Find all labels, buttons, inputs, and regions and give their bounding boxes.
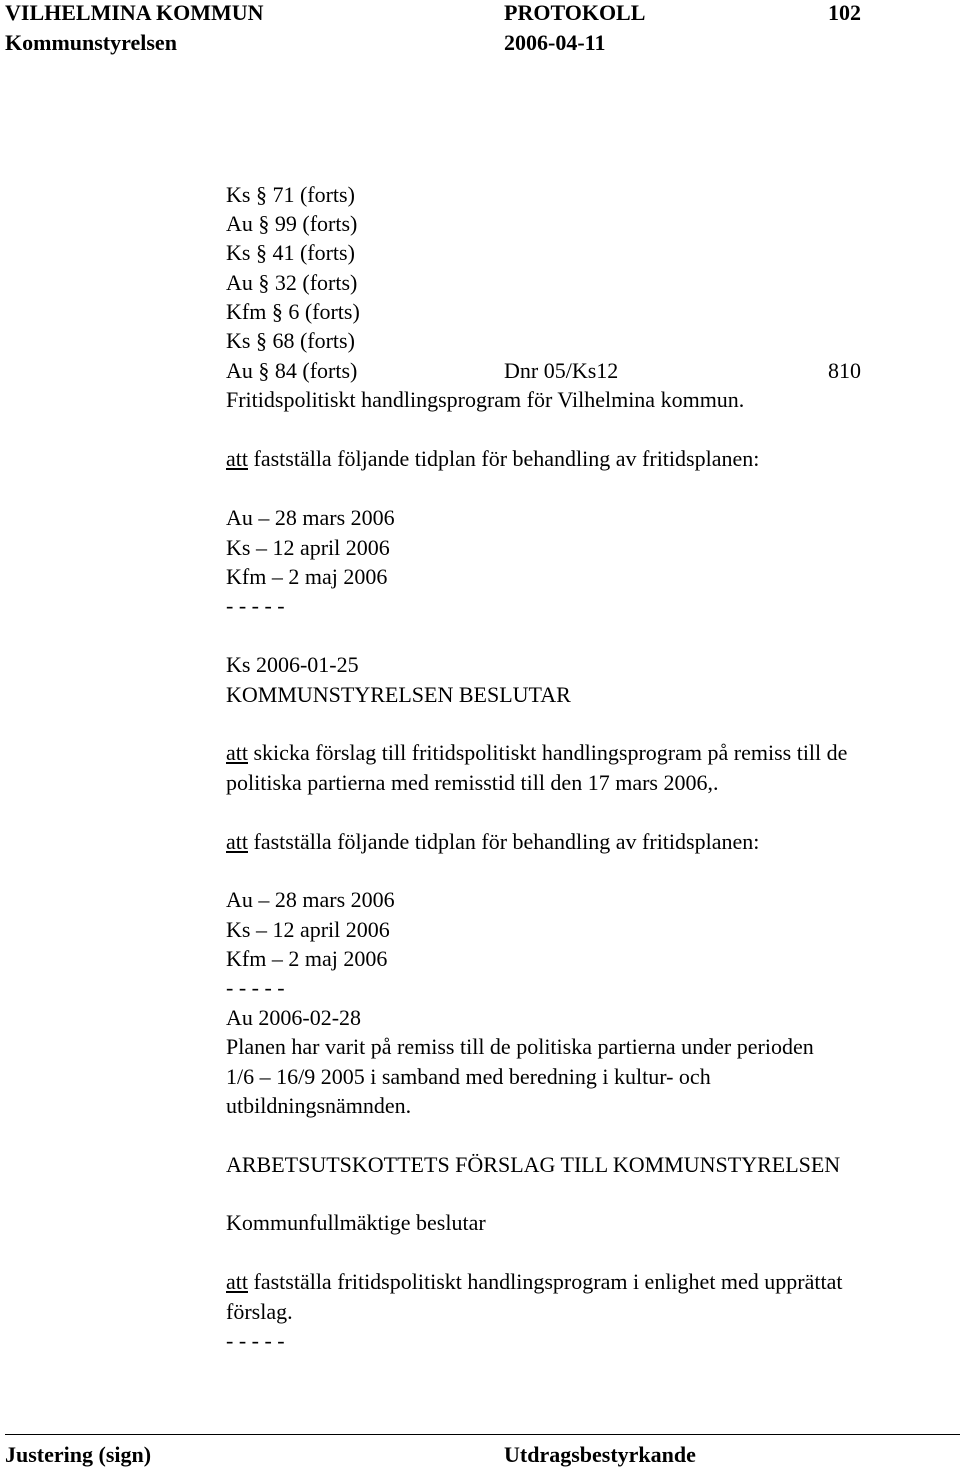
separator: - - - - - — [226, 593, 285, 618]
reference-line-dnr — [226, 358, 926, 384]
separator: - - - - - — [226, 975, 285, 1000]
document-type: PROTOKOLL — [504, 0, 646, 25]
final-decision — [226, 1269, 843, 1295]
decision-text — [226, 740, 847, 766]
att-word: att — [226, 740, 248, 765]
body-name: Kommunstyrelsen — [5, 30, 177, 55]
decision-text-line: skicka förslag till fritidspolitiskt handlingsprogram på remiss till de — [248, 740, 848, 765]
body-text-line: 1/6 – 16/9 2005 i samband med beredning i kultur- och — [226, 1064, 711, 1089]
reference-line: Au § 99 (forts) — [226, 211, 358, 236]
footer-divider — [5, 1434, 960, 1435]
schedule-intro — [226, 829, 759, 855]
archive-code: 810 — [828, 358, 861, 383]
att-word: att — [226, 446, 248, 471]
schedule-intro-text: fastställa följande tidplan för behandling av fritidsplanen: — [248, 446, 760, 471]
body-text-line: utbildningsnämnden. — [226, 1093, 412, 1118]
schedule-intro — [226, 446, 759, 472]
page-number: 102 — [828, 0, 861, 25]
schedule-item: Kfm – 2 maj 2006 — [226, 564, 388, 589]
protocol-date: 2006-04-11 — [504, 30, 606, 55]
reference-line: Kfm § 6 (forts) — [226, 299, 360, 324]
proposal-heading: ARBETSUTSKOTTETS FÖRSLAG TILL KOMMUNSTYRELSEN — [226, 1152, 841, 1177]
final-decision-line: förslag. — [226, 1299, 293, 1324]
council-decides: Kommunfullmäktige beslutar — [226, 1210, 486, 1235]
reference-line: Ks § 41 (forts) — [226, 240, 355, 265]
schedule-item: Au – 28 mars 2006 — [226, 887, 395, 912]
schedule-item: Kfm – 2 maj 2006 — [226, 946, 388, 971]
schedule-item: Au – 28 mars 2006 — [226, 505, 395, 530]
reference-line: Au § 32 (forts) — [226, 270, 358, 295]
reference-line: Ks § 68 (forts) — [226, 328, 355, 353]
footer-certification-label: Utdragsbestyrkande — [504, 1442, 696, 1467]
dnr-number: Dnr 05/Ks12 — [504, 358, 619, 383]
schedule-intro-text: fastställa följande tidplan för behandling av fritidsplanen: — [248, 829, 760, 854]
schedule-item: Ks – 12 april 2006 — [226, 917, 390, 942]
separator: - - - - - — [226, 1328, 285, 1353]
reference-line: Ks § 71 (forts) — [226, 182, 355, 207]
final-decision-line: fastställa fritidspolitiskt handlingsprogram i enlighet med upprättat — [248, 1269, 843, 1294]
decision-heading: KOMMUNSTYRELSEN BESLUTAR — [226, 682, 571, 707]
meeting-date: Ks 2006-01-25 — [226, 652, 359, 677]
att-word: att — [226, 1269, 248, 1294]
schedule-item: Ks – 12 april 2006 — [226, 535, 390, 560]
subject-title: Fritidspolitiskt handlingsprogram för Vilhelmina kommun. — [226, 387, 745, 412]
meeting-date: Au 2006-02-28 — [226, 1005, 362, 1030]
body-text-line: Planen har varit på remiss till de politiska partierna under perioden — [226, 1034, 814, 1059]
att-word: att — [226, 829, 248, 854]
reference-label: Au § 84 (forts) — [226, 358, 358, 383]
footer-signature-label: Justering (sign) — [5, 1442, 152, 1467]
decision-text-line: politiska partierna med remisstid till den 17 mars 2006,. — [226, 770, 719, 795]
municipality-name: VILHELMINA KOMMUN — [5, 0, 264, 25]
